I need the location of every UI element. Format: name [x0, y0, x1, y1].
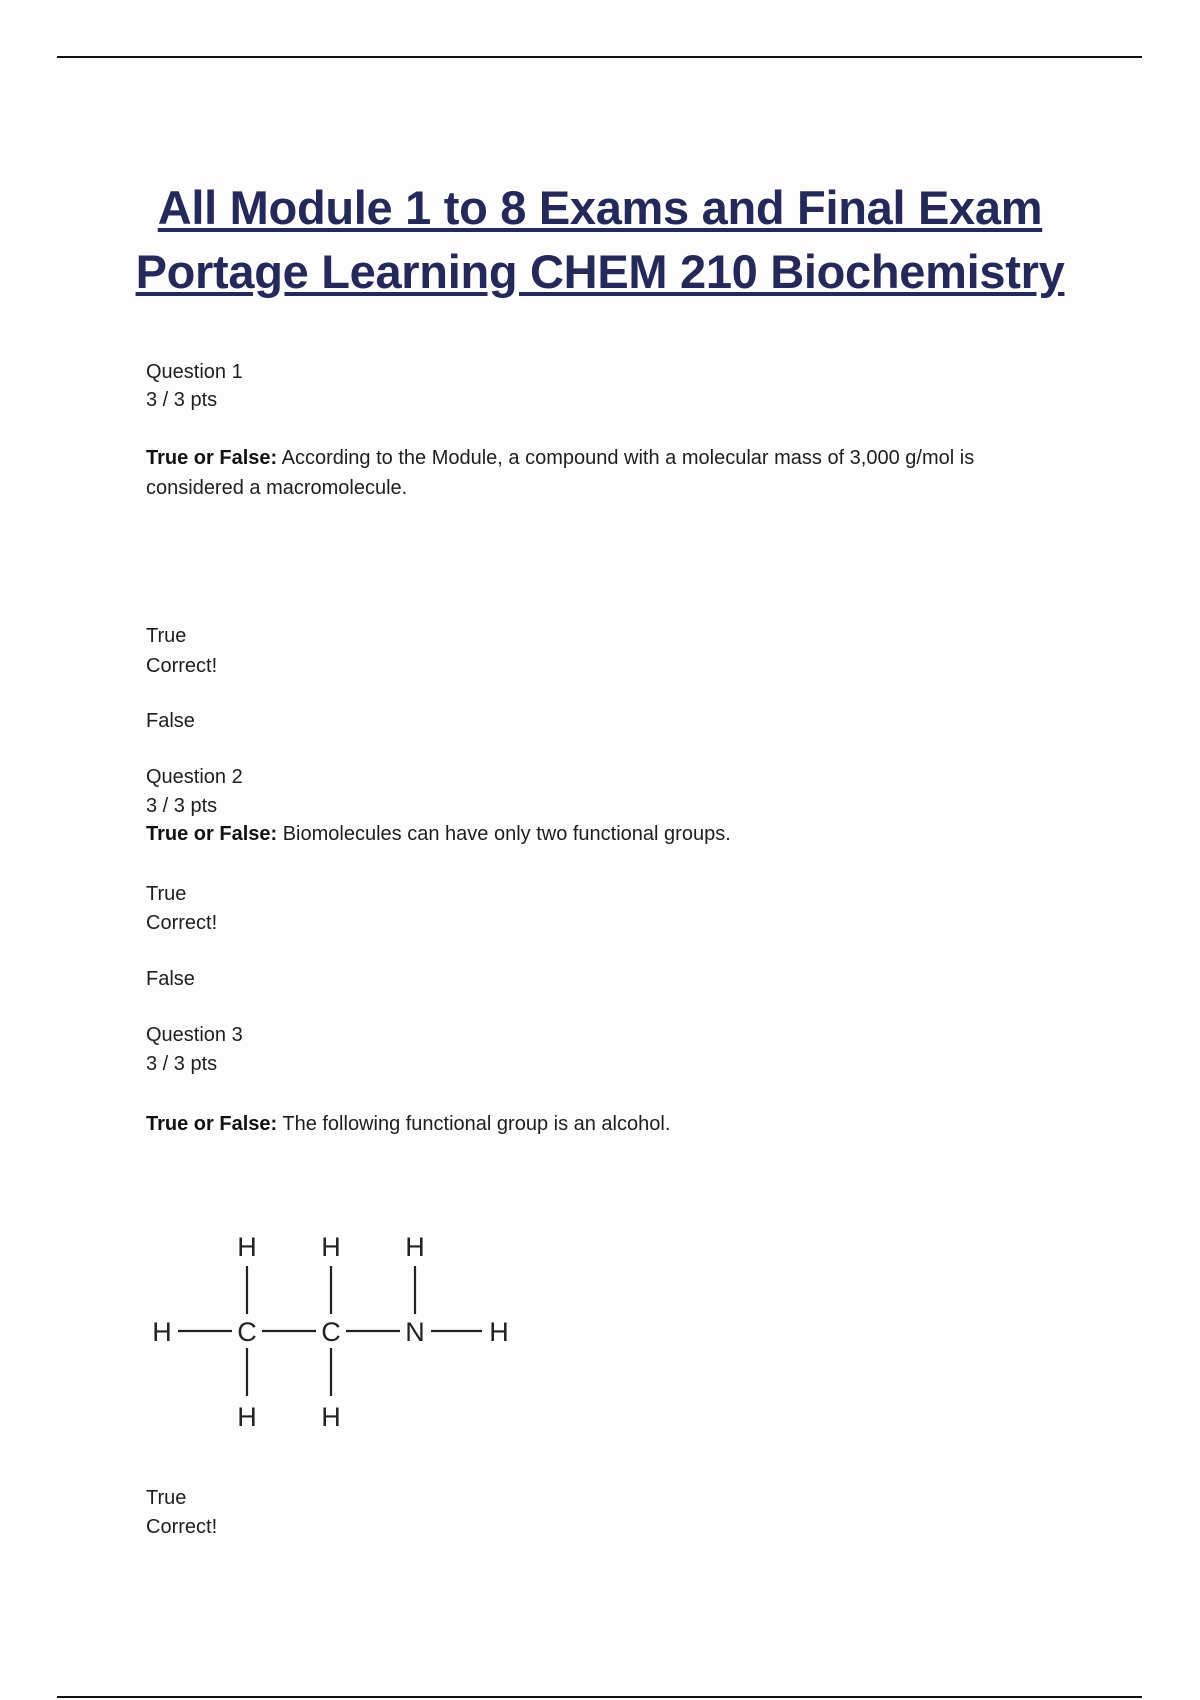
question-3-prompt — [146, 1110, 670, 1138]
question-1-points: 3 / 3 pts — [146, 389, 218, 411]
question-3-text: The following functional group is an alcohol. — [277, 1113, 671, 1135]
question-2-option-true[interactable]: True — [146, 883, 187, 905]
document-title — [0, 176, 1200, 304]
bottom-rule — [57, 1696, 1142, 1698]
question-2-text: Biomolecules can have only two functional groups. — [277, 823, 731, 845]
question-1-feedback: Correct! — [146, 655, 218, 677]
atom-h-top-1: H — [237, 1232, 257, 1262]
question-2-points: 3 / 3 pts — [146, 795, 218, 817]
question-3-points: 3 / 3 pts — [146, 1053, 218, 1075]
top-rule — [57, 56, 1142, 58]
atom-h-left: H — [152, 1317, 172, 1347]
question-1-prefix: True or False: — [146, 447, 278, 469]
atom-h-top-2: H — [321, 1232, 341, 1262]
question-2-label: Question 2 — [146, 766, 243, 788]
atom-c-1: C — [237, 1317, 257, 1347]
question-1-option-false[interactable]: False — [146, 710, 195, 732]
atom-h-bottom-2: H — [321, 1402, 341, 1432]
title-line-2: Portage Learning CHEM 210 Biochemistry — [135, 245, 1065, 298]
question-2-feedback: Correct! — [146, 912, 218, 934]
atom-c-2: C — [321, 1317, 341, 1347]
atom-h-bottom-1: H — [237, 1402, 257, 1432]
question-3-option-true[interactable]: True — [146, 1487, 187, 1509]
atom-h-right: H — [489, 1317, 509, 1347]
question-2-prefix: True or False: — [146, 823, 278, 845]
atom-h-top-3: H — [405, 1232, 425, 1262]
question-1-option-true[interactable]: True — [146, 625, 187, 647]
question-1-prompt — [146, 444, 974, 472]
question-1-text: According to the Module, a compound with a molecular mass of 3,000 g/mol is — [277, 447, 975, 469]
atom-n: N — [405, 1317, 425, 1347]
question-2-option-false[interactable]: False — [146, 968, 195, 990]
question-3-label: Question 3 — [146, 1024, 243, 1046]
question-3-feedback: Correct! — [146, 1516, 218, 1538]
question-3-prefix: True or False: — [146, 1113, 278, 1135]
ethylamine-structure-diagram — [140, 1222, 520, 1442]
question-1-text-cont: considered a macromolecule. — [146, 477, 408, 499]
question-1-label: Question 1 — [146, 361, 243, 383]
title-line-1: All Module 1 to 8 Exams and Final Exam — [157, 181, 1043, 234]
question-2-prompt — [146, 820, 731, 848]
